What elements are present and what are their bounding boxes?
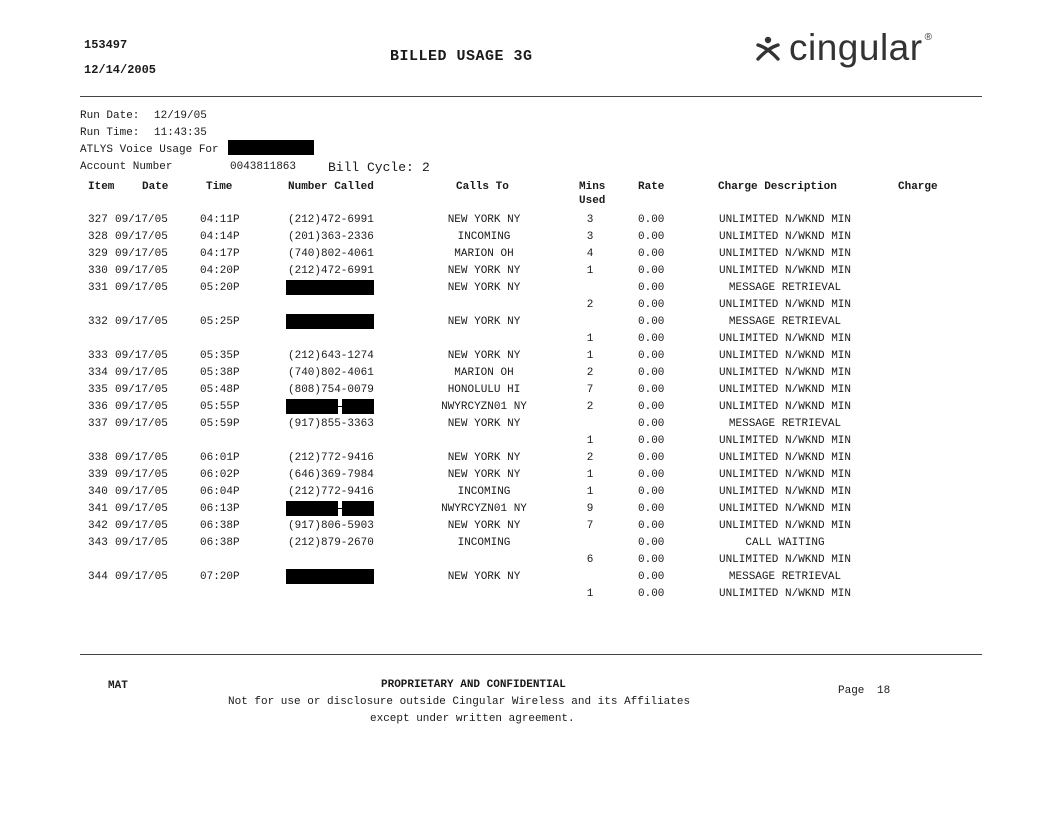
confidential-notice: Not for use or disclosure outside Cingular Wireless and its Affiliates [228,696,691,708]
cell-item: 342 [88,520,108,532]
cell-mins: 1 [586,265,594,277]
cell-item: 332 [88,316,108,328]
cell-rate: 0.00 [638,248,665,260]
cell-desc: UNLIMITED N/WKND MIN [718,384,852,396]
cell-date: 09/17/05 [115,503,168,515]
cell-calls-to: NEW YORK NY [447,214,521,226]
cell-desc: UNLIMITED N/WKND MIN [718,401,852,413]
column-header-mins-used [579,181,605,207]
cell-desc: UNLIMITED N/WKND MIN [718,333,852,345]
redacted-number [286,280,374,295]
column-header-charge: Charge [898,181,938,193]
cell-item: 343 [88,537,108,549]
cell-rate: 0.00 [638,333,665,345]
cell-calls-to: INCOMING [457,486,511,498]
cell-item: 341 [88,503,108,515]
cell-mins: 6 [586,554,594,566]
cell-time: 06:04P [200,486,240,498]
cell-desc: UNLIMITED N/WKND MIN [718,452,852,464]
cell-desc: MESSAGE RETRIEVAL [728,571,842,583]
confidential-agreement: except under written agreement. [370,713,575,725]
redacted-name-block [228,140,314,155]
mins-label: Mins [579,181,606,193]
cell-calls-to: INCOMING [457,231,511,243]
cell-date: 09/17/05 [115,214,168,226]
usage-for-line [80,144,219,156]
logo-wordmark: cingular [789,27,923,68]
cell-number: (740)802-4061 [288,367,374,379]
cell-item: 328 [88,231,108,243]
cell-date: 09/17/05 [115,401,168,413]
redacted-number [286,501,338,516]
cell-date: 09/17/05 [115,316,168,328]
cell-calls-to: NWYRCYZN01 NY [441,503,527,515]
cell-rate: 0.00 [638,214,665,226]
cell-calls-to: NEW YORK NY [447,316,521,328]
column-header-rate: Rate [638,181,665,193]
cell-date: 09/17/05 [115,231,168,243]
cell-item: 334 [88,367,108,379]
account-number-label: Account Number [80,161,173,173]
column-header-date: Date [142,181,169,193]
cell-mins: 1 [586,435,594,447]
bill-cycle-value: 2 [422,160,430,175]
cell-time: 05:38P [200,367,240,379]
cell-item: 330 [88,265,108,277]
cell-calls-to: HONOLULU HI [447,384,521,396]
cell-rate: 0.00 [638,571,665,583]
redacted-number [336,406,344,407]
column-header-number-called: Number Called [288,181,374,193]
report-title: BILLED USAGE 3G [390,48,533,65]
cell-number: (212)472-6991 [288,214,374,226]
run-date-line [80,110,207,122]
cell-calls-to: NEW YORK NY [447,265,521,277]
cell-date: 09/17/05 [115,520,168,532]
cell-rate: 0.00 [638,588,665,600]
cell-time: 05:25P [200,316,240,328]
cell-number: (212)772-9416 [288,452,374,464]
cell-desc: UNLIMITED N/WKND MIN [718,503,852,515]
cell-mins: 1 [586,588,594,600]
cell-desc: UNLIMITED N/WKND MIN [718,486,852,498]
column-header-charge-description: Charge Description [718,181,837,193]
page-indicator [838,685,890,697]
cell-calls-to: NWYRCYZN01 NY [441,401,527,413]
registered-mark: ® [924,32,932,43]
cell-rate: 0.00 [638,265,665,277]
cell-mins: 1 [586,350,594,362]
cell-time: 04:17P [200,248,240,260]
cell-calls-to: NEW YORK NY [447,418,521,430]
cell-time: 05:48P [200,384,240,396]
cell-time: 06:38P [200,520,240,532]
cell-desc: UNLIMITED N/WKND MIN [718,435,852,447]
page-number: 18 [877,685,891,697]
cell-item: 333 [88,350,108,362]
confidential-title: PROPRIETARY AND CONFIDENTIAL [381,679,566,691]
column-header-time: Time [206,181,233,193]
cell-item: 340 [88,486,108,498]
cell-time: 04:11P [200,214,240,226]
cell-desc: MESSAGE RETRIEVAL [728,418,842,430]
cell-date: 09/17/05 [115,265,168,277]
cell-rate: 0.00 [638,367,665,379]
cell-rate: 0.00 [638,299,665,311]
cell-rate: 0.00 [638,554,665,566]
run-date-label: Run Date: [80,110,140,122]
cell-mins: 7 [586,384,594,396]
cell-date: 09/17/05 [115,486,168,498]
cell-number: (646)369-7984 [288,469,374,481]
cell-date: 09/17/05 [115,537,168,549]
cell-item: 338 [88,452,108,464]
cell-rate: 0.00 [638,350,665,362]
cell-rate: 0.00 [638,401,665,413]
cell-date: 09/17/05 [115,248,168,260]
cell-rate: 0.00 [638,384,665,396]
cell-number: (740)802-4061 [288,248,374,260]
cell-calls-to: NEW YORK NY [447,452,521,464]
cell-mins: 2 [586,401,594,413]
run-time-line [80,127,207,139]
cell-mins: 1 [586,333,594,345]
cell-rate: 0.00 [638,435,665,447]
cell-rate: 0.00 [638,452,665,464]
cell-desc: UNLIMITED N/WKND MIN [718,554,852,566]
cell-desc: UNLIMITED N/WKND MIN [718,469,852,481]
cell-date: 09/17/05 [115,384,168,396]
cell-time: 05:35P [200,350,240,362]
cell-mins: 1 [586,486,594,498]
used-label: Used [579,195,606,207]
cell-time: 06:38P [200,537,240,549]
cell-number: (917)806-5903 [288,520,374,532]
cell-item: 339 [88,469,108,481]
footer-divider [80,654,982,655]
document-date: 12/14/2005 [84,63,157,77]
cell-number: (917)855-3363 [288,418,374,430]
cell-date: 09/17/05 [115,367,168,379]
cell-desc: UNLIMITED N/WKND MIN [718,350,852,362]
cell-rate: 0.00 [638,503,665,515]
cell-mins: 2 [586,367,594,379]
cell-mins: 4 [586,248,594,260]
run-time-value: 11:43:35 [154,127,207,139]
redacted-number [336,508,344,509]
cell-desc: UNLIMITED N/WKND MIN [718,248,852,260]
cell-calls-to: MARION OH [454,367,514,379]
cell-time: 07:20P [200,571,240,583]
cell-date: 09/17/05 [115,418,168,430]
cell-desc: MESSAGE RETRIEVAL [728,282,842,294]
cell-mins: 1 [586,469,594,481]
cell-desc: UNLIMITED N/WKND MIN [718,214,852,226]
cell-date: 09/17/05 [115,452,168,464]
redacted-number [342,501,374,516]
cell-mins: 3 [586,231,594,243]
cell-mins: 2 [586,452,594,464]
footer-code: MAT [108,680,128,692]
cell-number: (212)879-2670 [288,537,374,549]
cell-item: 327 [88,214,108,226]
account-number-value: 0043811863 [230,161,297,173]
cell-mins: 2 [586,299,594,311]
cell-calls-to: NEW YORK NY [447,469,521,481]
redacted-number [286,314,374,329]
cell-rate: 0.00 [638,316,665,328]
cingular-logo [755,28,932,68]
cell-calls-to: INCOMING [457,537,511,549]
cell-time: 06:13P [200,503,240,515]
cell-mins: 7 [586,520,594,532]
cell-calls-to: NEW YORK NY [447,520,521,532]
cell-time: 06:02P [200,469,240,481]
cell-date: 09/17/05 [115,571,168,583]
cell-date: 09/17/05 [115,350,168,362]
cell-date: 09/17/05 [115,282,168,294]
cell-item: 335 [88,384,108,396]
cell-rate: 0.00 [638,537,665,549]
cell-mins: 3 [586,214,594,226]
cell-time: 06:01P [200,452,240,464]
cell-date: 09/17/05 [115,469,168,481]
cell-time: 04:14P [200,231,240,243]
header-divider [80,96,982,97]
cell-rate: 0.00 [638,486,665,498]
cell-item: 331 [88,282,108,294]
cell-desc: UNLIMITED N/WKND MIN [718,588,852,600]
cell-rate: 0.00 [638,469,665,481]
page-label: Page [838,685,865,697]
cell-desc: CALL WAITING [745,537,825,549]
cell-desc: MESSAGE RETRIEVAL [728,316,842,328]
redacted-number [286,399,338,414]
cell-desc: UNLIMITED N/WKND MIN [718,367,852,379]
cell-number: (808)754-0079 [288,384,374,396]
cell-number: (212)472-6991 [288,265,374,277]
cingular-jack-icon [755,35,781,61]
cell-number: (212)772-9416 [288,486,374,498]
column-header-item: Item [88,181,115,193]
usage-for-label: ATLYS Voice Usage For [80,144,219,156]
cell-calls-to: NEW YORK NY [447,350,521,362]
cell-item: 344 [88,571,108,583]
cell-time: 04:20P [200,265,240,277]
cell-time: 05:59P [200,418,240,430]
column-header-calls-to: Calls To [456,181,509,193]
cell-desc: UNLIMITED N/WKND MIN [718,299,852,311]
cell-calls-to: NEW YORK NY [447,571,521,583]
cell-desc: UNLIMITED N/WKND MIN [718,231,852,243]
cell-rate: 0.00 [638,520,665,532]
redacted-number [286,569,374,584]
cell-rate: 0.00 [638,231,665,243]
document-id: 153497 [84,38,128,52]
cell-number: (201)363-2336 [288,231,374,243]
cell-desc: UNLIMITED N/WKND MIN [718,265,852,277]
run-date-value: 12/19/05 [154,110,207,122]
cell-rate: 0.00 [638,282,665,294]
cell-item: 329 [88,248,108,260]
cell-desc: UNLIMITED N/WKND MIN [718,520,852,532]
cell-time: 05:20P [200,282,240,294]
cell-item: 337 [88,418,108,430]
cell-rate: 0.00 [638,418,665,430]
cell-item: 336 [88,401,108,413]
bill-cycle-label: Bill Cycle: [328,160,414,175]
cell-time: 05:55P [200,401,240,413]
cell-calls-to: MARION OH [454,248,514,260]
run-time-label: Run Time: [80,127,140,139]
redacted-number [342,399,374,414]
cell-mins: 9 [586,503,594,515]
cell-calls-to: NEW YORK NY [447,282,521,294]
cell-number: (212)643-1274 [288,350,374,362]
